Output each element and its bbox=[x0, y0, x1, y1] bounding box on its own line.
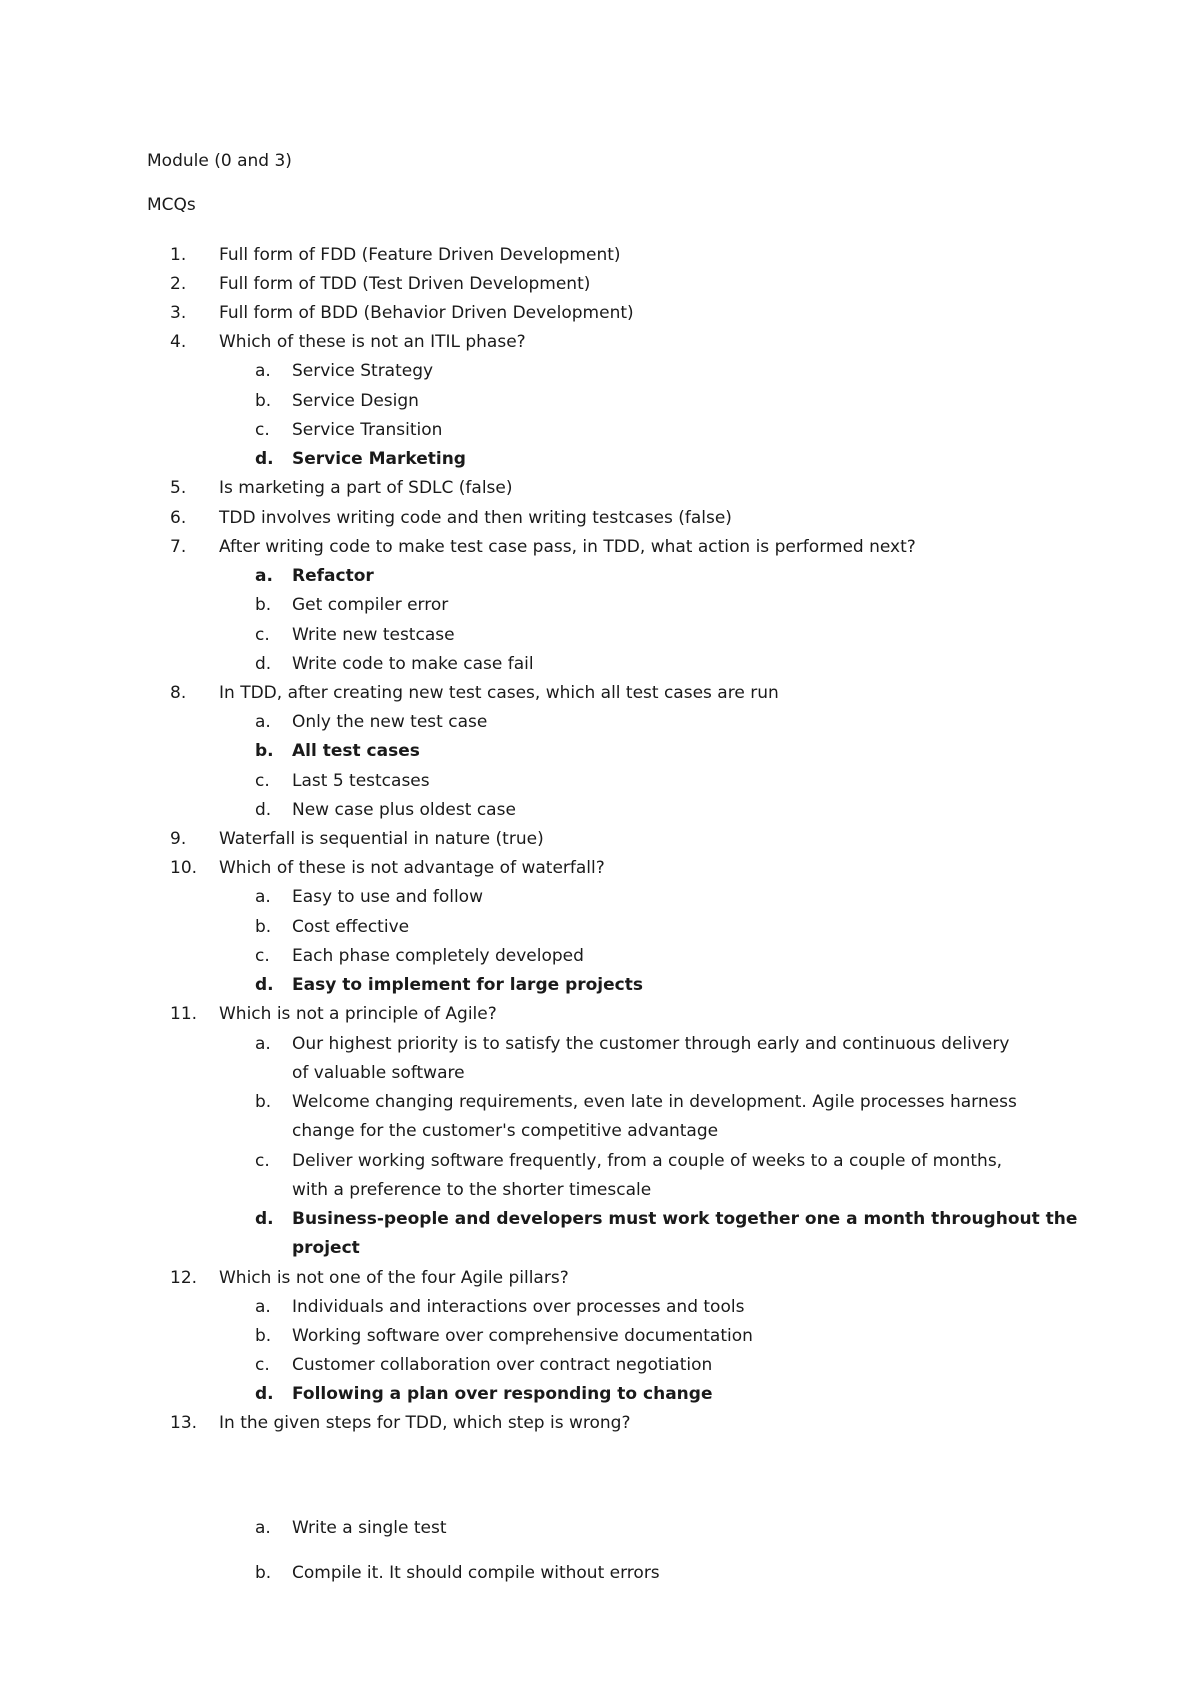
question-text: Which of these is not an ITIL phase? bbox=[219, 332, 526, 352]
option-text: Cost effective bbox=[292, 917, 410, 937]
option-letter: b. bbox=[255, 595, 272, 615]
option-letter: c. bbox=[255, 625, 270, 645]
option-text: Compile it. It should compile without errors bbox=[292, 1563, 660, 1583]
question-number: 10. bbox=[170, 858, 198, 878]
question-number: 3. bbox=[170, 303, 187, 323]
option-text: Last 5 testcases bbox=[292, 771, 430, 791]
option-text: Write new testcase bbox=[292, 625, 455, 645]
option-letter: b. bbox=[255, 917, 272, 937]
question-number: 5. bbox=[170, 478, 187, 498]
question-number: 8. bbox=[170, 683, 187, 703]
section-heading: MCQs bbox=[147, 195, 196, 215]
option-letter: d. bbox=[255, 975, 274, 995]
question-text: In TDD, after creating new test cases, which all test cases are run bbox=[219, 683, 779, 703]
question-number: 7. bbox=[170, 537, 187, 557]
option-text: New case plus oldest case bbox=[292, 800, 516, 820]
option-text: Only the new test case bbox=[292, 712, 488, 732]
option-text: Business-people and developers must work together one a month throughout the bbox=[292, 1209, 1078, 1229]
option-text: Service Marketing bbox=[292, 449, 466, 469]
option-text: Easy to implement for large projects bbox=[292, 975, 643, 995]
option-letter: a. bbox=[255, 566, 273, 586]
option-text: change for the customer's competitive advantage bbox=[292, 1121, 719, 1141]
question-number: 12. bbox=[170, 1268, 198, 1288]
question-number: 2. bbox=[170, 274, 187, 294]
option-text: Get compiler error bbox=[292, 595, 449, 615]
option-text: Our highest priority is to satisfy the customer through early and continuous delivery bbox=[292, 1034, 1010, 1054]
option-letter: d. bbox=[255, 800, 272, 820]
option-text: Easy to use and follow bbox=[292, 887, 483, 907]
option-letter: a. bbox=[255, 887, 271, 907]
question-text: Waterfall is sequential in nature (true) bbox=[219, 829, 544, 849]
option-letter: d. bbox=[255, 1384, 274, 1404]
option-letter: c. bbox=[255, 1151, 270, 1171]
question-text: Which is not one of the four Agile pillars? bbox=[219, 1268, 569, 1288]
question-text: Is marketing a part of SDLC (false) bbox=[219, 478, 513, 498]
option-text: Service Transition bbox=[292, 420, 443, 440]
option-letter: a. bbox=[255, 361, 271, 381]
option-letter: a. bbox=[255, 1297, 271, 1317]
option-letter: c. bbox=[255, 1355, 270, 1375]
option-text: Individuals and interactions over processes and tools bbox=[292, 1297, 745, 1317]
option-text: Welcome changing requirements, even late in development. Agile processes harness bbox=[292, 1092, 1017, 1112]
option-text: Write a single test bbox=[292, 1518, 447, 1538]
option-letter: b. bbox=[255, 741, 274, 761]
question-number: 4. bbox=[170, 332, 187, 352]
question-number: 11. bbox=[170, 1004, 198, 1024]
option-text: All test cases bbox=[292, 741, 420, 761]
question-number: 9. bbox=[170, 829, 187, 849]
question-text: Which of these is not advantage of waterfall? bbox=[219, 858, 605, 878]
module-heading: Module (0 and 3) bbox=[147, 151, 292, 171]
option-text: of valuable software bbox=[292, 1063, 465, 1083]
option-letter: b. bbox=[255, 1563, 272, 1583]
option-letter: a. bbox=[255, 1034, 271, 1054]
question-text: Full form of BDD (Behavior Driven Development) bbox=[219, 303, 634, 323]
question-text: TDD involves writing code and then writing testcases (false) bbox=[219, 508, 732, 528]
question-text: After writing code to make test case pass, in TDD, what action is performed next? bbox=[219, 537, 916, 557]
option-text: Write code to make case fail bbox=[292, 654, 534, 674]
option-letter: c. bbox=[255, 420, 270, 440]
option-text: Service Strategy bbox=[292, 361, 434, 381]
option-letter: b. bbox=[255, 1092, 272, 1112]
question-text: In the given steps for TDD, which step is wrong? bbox=[219, 1413, 631, 1433]
option-letter: b. bbox=[255, 1326, 272, 1346]
option-text: project bbox=[292, 1238, 360, 1258]
option-letter: c. bbox=[255, 946, 270, 966]
option-text: Service Design bbox=[292, 391, 419, 411]
question-text: Full form of FDD (Feature Driven Development) bbox=[219, 245, 621, 265]
option-letter: a. bbox=[255, 1518, 271, 1538]
option-text: Working software over comprehensive documentation bbox=[292, 1326, 753, 1346]
option-letter: a. bbox=[255, 712, 271, 732]
option-letter: d. bbox=[255, 449, 274, 469]
option-text: Following a plan over responding to change bbox=[292, 1384, 713, 1404]
question-text: Full form of TDD (Test Driven Development) bbox=[219, 274, 591, 294]
question-number: 13. bbox=[170, 1413, 198, 1433]
option-text: Customer collaboration over contract negotiation bbox=[292, 1355, 713, 1375]
option-text: Refactor bbox=[292, 566, 374, 586]
option-letter: b. bbox=[255, 391, 272, 411]
option-text: with a preference to the shorter timescale bbox=[292, 1180, 652, 1200]
question-number: 6. bbox=[170, 508, 187, 528]
question-text: Which is not a principle of Agile? bbox=[219, 1004, 497, 1024]
option-text: Each phase completely developed bbox=[292, 946, 584, 966]
option-letter: d. bbox=[255, 654, 272, 674]
option-letter: c. bbox=[255, 771, 270, 791]
question-number: 1. bbox=[170, 245, 187, 265]
option-letter: d. bbox=[255, 1209, 274, 1229]
option-text: Deliver working software frequently, from a couple of weeks to a couple of months, bbox=[292, 1151, 1003, 1171]
